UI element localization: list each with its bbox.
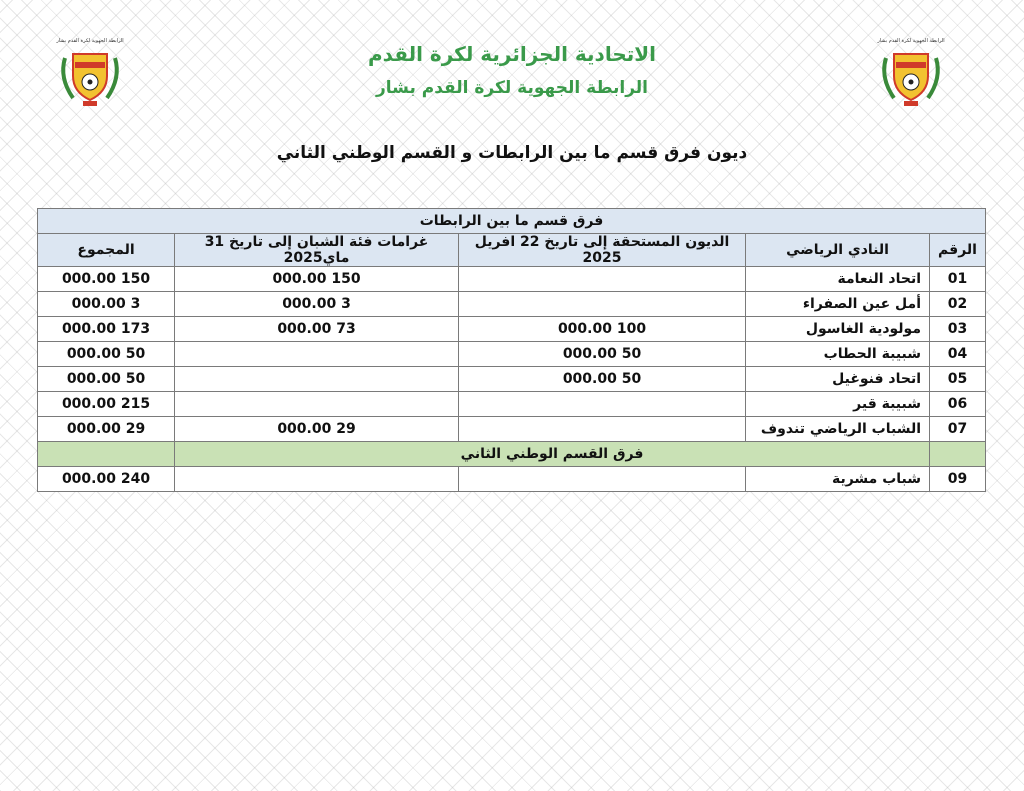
row-club: شبيبة الحطاب (746, 342, 930, 367)
row-fines: 29 000.00 (175, 417, 459, 442)
table-row (38, 392, 986, 417)
col-header-total: المجموع (38, 234, 175, 267)
row-debts (459, 467, 746, 492)
row-debts (459, 292, 746, 317)
debts-table (37, 208, 986, 492)
row-total: 29 000.00 (38, 417, 175, 442)
row-total: 50 000.00 (38, 342, 175, 367)
section2-title: فرق القسم الوطني الثاني (175, 442, 930, 467)
row-total: 240 000.00 (38, 467, 175, 492)
crest-icon (55, 46, 125, 108)
row-number: 04 (930, 342, 986, 367)
document-heading: ديون فرق قسم ما بين الرابطات و القسم الوطني الثاني (276, 143, 748, 163)
row-club: الشباب الرياضي تندوف (746, 417, 930, 442)
table-row (38, 417, 986, 442)
row-total: 50 000.00 (38, 367, 175, 392)
league-logo-right (874, 38, 948, 108)
row-number: 07 (930, 417, 986, 442)
section2-blank-cell (38, 442, 175, 467)
row-fines (175, 392, 459, 417)
row-fines (175, 467, 459, 492)
section1-title: فرق قسم ما بين الرابطات (38, 209, 986, 234)
col-header-number: الرقم (930, 234, 986, 267)
league-logo-left (53, 38, 127, 108)
table-row (38, 292, 986, 317)
row-fines: 150 000.00 (175, 267, 459, 292)
table-row (38, 317, 986, 342)
row-fines (175, 367, 459, 392)
table-row (38, 367, 986, 392)
col-header-debts: الديون المستحقة إلى تاريخ 22 افريل 2025 (459, 234, 746, 267)
row-number: 09 (930, 467, 986, 492)
row-club: مولودية الغاسول (746, 317, 930, 342)
crest-icon (876, 46, 946, 108)
row-debts: 100 000.00 (459, 317, 746, 342)
row-club: شباب مشرية (746, 467, 930, 492)
row-club: اتحاد فنوغيل (746, 367, 930, 392)
row-fines (175, 342, 459, 367)
section2-blank-cell (930, 442, 986, 467)
row-number: 05 (930, 367, 986, 392)
row-club: اتحاد النعامة (746, 267, 930, 292)
row-number: 06 (930, 392, 986, 417)
row-debts: 50 000.00 (459, 367, 746, 392)
league-subtitle: الرابطة الجهوية لكرة القدم بشار (375, 78, 649, 98)
row-debts (459, 267, 746, 292)
row-debts (459, 417, 746, 442)
federation-title: الاتحادية الجزائرية لكرة القدم (368, 42, 656, 66)
row-debts (459, 392, 746, 417)
row-total: 215 000.00 (38, 392, 175, 417)
row-number: 02 (930, 292, 986, 317)
col-header-club: النادي الرياضي (746, 234, 930, 267)
col-header-fines: غرامات فئة الشبان إلى تاريخ 31 ماي2025 (175, 234, 459, 267)
logo-caption: الرابطة الجهوية لكرة القدم بشار (56, 38, 124, 44)
table-row (38, 467, 986, 492)
row-number: 01 (930, 267, 986, 292)
row-number: 03 (930, 317, 986, 342)
row-total: 150 000.00 (38, 267, 175, 292)
row-club: شبيبة قير (746, 392, 930, 417)
row-fines: 3 000.00 (175, 292, 459, 317)
section2-header-row (38, 442, 986, 467)
table-row (38, 267, 986, 292)
row-total: 3 000.00 (38, 292, 175, 317)
row-club: أمل عين الصفراء (746, 292, 930, 317)
table-row (38, 342, 986, 367)
column-header-row (38, 234, 986, 267)
section-header-row (38, 209, 986, 234)
row-total: 173 000.00 (38, 317, 175, 342)
logo-caption: الرابطة الجهوية لكرة القدم بشار (877, 38, 945, 44)
row-fines: 73 000.00 (175, 317, 459, 342)
row-debts: 50 000.00 (459, 342, 746, 367)
